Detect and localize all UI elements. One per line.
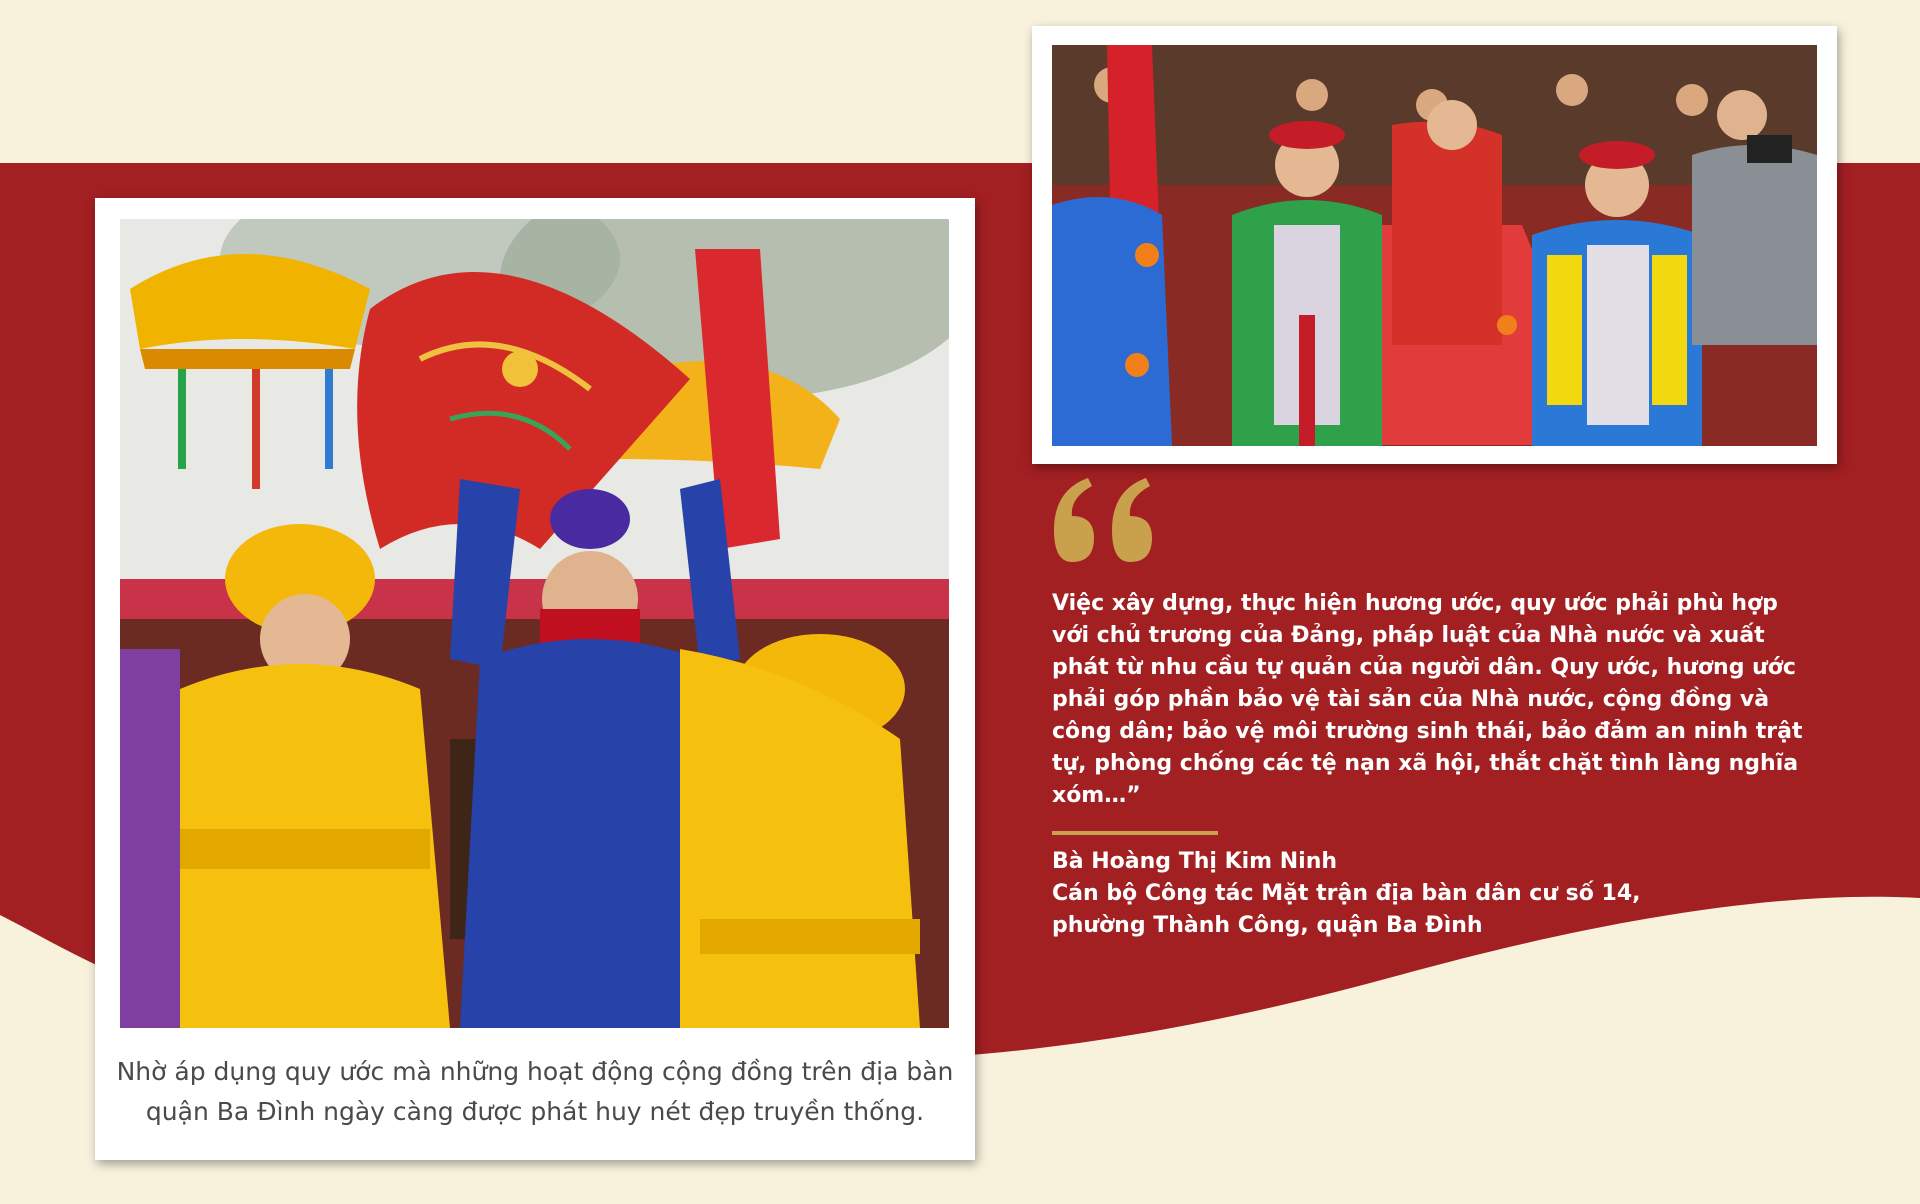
attribution: [1052, 846, 1812, 942]
dance-photo: [1052, 45, 1817, 446]
attribution-name: Bà Hoàng Thị Kim Ninh: [1052, 849, 1338, 874]
right-photo-frame: [1032, 26, 1837, 464]
left-photo-frame: [95, 198, 975, 1160]
quote-open-icon: [1046, 470, 1166, 570]
attribution-role-line2: phường Thành Công, quận Ba Đình: [1052, 913, 1483, 938]
quote-text: Việc xây dựng, thực hiện hương ước, quy ước phải phù hợp với chủ trương của Đảng, pháp luật của Nhà nước và xuất phát từ nhu cầu tự quản của người dân. Quy ước, hương ước phải góp phần bảo vệ tài sản của Nhà nước, cộng đồng và công dân; bảo vệ môi trường sinh thái, bảo đảm an ninh trật tự, phòng chống các tệ nạn xã hội, thắt chặt tình làng nghĩa xóm…”: [1052, 591, 1803, 808]
attribution-role-line1: Cán bộ Công tác Mặt trận địa bàn dân cư số 14,: [1052, 881, 1641, 906]
ceremony-photo: [120, 219, 949, 1028]
divider: [1052, 831, 1218, 835]
photo-caption: Nhờ áp dụng quy ước mà những hoạt động cộng đồng trên địa bàn quận Ba Đình ngày càng được phát huy nét đẹp truyền thống.: [116, 1057, 954, 1126]
